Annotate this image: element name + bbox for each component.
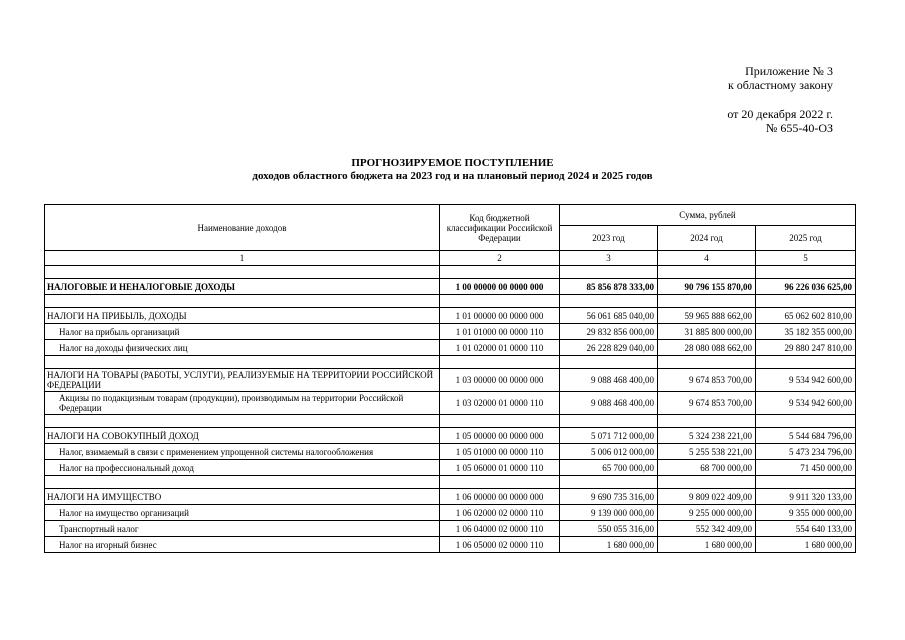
row-name: Акцизы по подакцизным товарам (продукции), производимым на территории Российской Федерации	[45, 392, 440, 415]
table-row	[45, 369, 856, 392]
appendix-gap	[727, 92, 833, 107]
row-2025: 9 534 942 600,00	[756, 369, 856, 392]
row-2023: 56 061 685 040,00	[560, 308, 658, 324]
row-2023: 9 690 735 316,00	[560, 489, 658, 505]
row-name: Транспортный налог	[45, 521, 440, 537]
row-2025: 96 226 036 625,00	[756, 279, 856, 295]
row-2023: 5 006 012 000,00	[560, 444, 658, 460]
row-name: НАЛОГИ НА ИМУЩЕСТВО	[45, 489, 440, 505]
row-code: 1 03 02000 01 0000 110	[440, 392, 560, 415]
row-2024: 5 255 538 221,00	[658, 444, 756, 460]
row-2023: 5 071 712 000,00	[560, 428, 658, 444]
spacer-row	[45, 266, 856, 279]
appendix-law-number: № 655-40-ОЗ	[765, 121, 833, 135]
row-2024: 9 255 000 000,00	[658, 505, 756, 521]
row-code: 1 01 00000 00 0000 000	[440, 308, 560, 324]
spacer-row	[45, 476, 856, 489]
table-row	[45, 340, 856, 356]
header-2023: 2023 год	[560, 226, 658, 251]
header-code: Код бюджетной классификации Российской Федерации	[440, 205, 560, 251]
row-2023: 9 088 468 400,00	[560, 369, 658, 392]
row-2024: 5 324 238 221,00	[658, 428, 756, 444]
row-code: 1 05 06000 01 0000 110	[440, 460, 560, 476]
appendix-date: от 20 декабря 2022 г.	[727, 107, 833, 121]
row-code: 1 06 04000 02 0000 110	[440, 521, 560, 537]
row-code: 1 01 02000 01 0000 110	[440, 340, 560, 356]
row-2025: 5 473 234 796,00	[756, 444, 856, 460]
row-name: НАЛОГИ НА СОВОКУПНЫЙ ДОХОД	[45, 428, 440, 444]
header-2024: 2024 год	[658, 226, 756, 251]
row-2025: 9 911 320 133,00	[756, 489, 856, 505]
row-2025: 35 182 355 000,00	[756, 324, 856, 340]
row-2023: 85 856 878 333,00	[560, 279, 658, 295]
row-code: 1 01 01000 00 0000 110	[440, 324, 560, 340]
row-name: Налог на профессиональный доход	[45, 460, 440, 476]
row-2024: 9 674 853 700,00	[658, 369, 756, 392]
spacer-row	[45, 295, 856, 308]
row-2024: 90 796 155 870,00	[658, 279, 756, 295]
row-name: НАЛОГИ НА ПРИБЫЛЬ, ДОХОДЫ	[45, 308, 440, 324]
table-row	[45, 279, 856, 295]
row-name: Налог, взимаемый в связи с применением упрощенной системы налогообложения	[45, 444, 440, 460]
title-line-2: доходов областного бюджета на 2023 год и на плановый период 2024 и 2025 годов	[252, 170, 653, 182]
row-2024: 9 809 022 409,00	[658, 489, 756, 505]
row-2023: 29 832 856 000,00	[560, 324, 658, 340]
col-number-2: 2	[440, 251, 560, 266]
row-2023: 550 055 316,00	[560, 521, 658, 537]
table-row	[45, 489, 856, 505]
row-2023: 9 088 468 400,00	[560, 392, 658, 415]
row-2024: 552 342 409,00	[658, 521, 756, 537]
table-row	[45, 537, 856, 553]
column-number-row	[45, 251, 856, 266]
table-row	[45, 428, 856, 444]
row-2024: 31 885 800 000,00	[658, 324, 756, 340]
table-row	[45, 505, 856, 521]
row-name: Налог на доходы физических лиц	[45, 340, 440, 356]
header-name: Наименование доходов	[45, 205, 440, 251]
header-2025: 2025 год	[756, 226, 856, 251]
row-code: 1 00 00000 00 0000 000	[440, 279, 560, 295]
table-row	[45, 392, 856, 415]
row-code: 1 06 05000 02 0000 110	[440, 537, 560, 553]
col-number-5: 5	[756, 251, 856, 266]
spacer-row	[45, 356, 856, 369]
row-code: 1 06 02000 02 0000 110	[440, 505, 560, 521]
table-row	[45, 460, 856, 476]
row-2024: 59 965 888 662,00	[658, 308, 756, 324]
row-name: Налог на прибыль организаций	[45, 324, 440, 340]
appendix-number: Приложение № 3	[745, 64, 833, 78]
title-line-1: ПРОГНОЗИРУЕМОЕ ПОСТУПЛЕНИЕ	[351, 157, 554, 169]
table-row	[45, 444, 856, 460]
row-2025: 5 544 684 796,00	[756, 428, 856, 444]
row-2023: 1 680 000,00	[560, 537, 658, 553]
row-code: 1 06 00000 00 0000 000	[440, 489, 560, 505]
header-sum: Сумма, рублей	[560, 205, 856, 226]
header-row-1	[45, 205, 856, 226]
row-2023: 9 139 000 000,00	[560, 505, 658, 521]
row-code: 1 05 00000 00 0000 000	[440, 428, 560, 444]
row-2025: 29 880 247 810,00	[756, 340, 856, 356]
row-2024: 68 700 000,00	[658, 460, 756, 476]
row-2025: 71 450 000,00	[756, 460, 856, 476]
row-2023: 65 700 000,00	[560, 460, 658, 476]
row-name: НАЛОГОВЫЕ И НЕНАЛОГОВЫЕ ДОХОДЫ	[45, 279, 440, 295]
row-code: 1 05 01000 00 0000 110	[440, 444, 560, 460]
row-name: НАЛОГИ НА ТОВАРЫ (РАБОТЫ, УСЛУГИ), РЕАЛИЗУЕМЫЕ НА ТЕРРИТОРИИ РОССИЙСКОЙ ФЕДЕРАЦИИ	[45, 369, 440, 392]
row-2025: 9 534 942 600,00	[756, 392, 856, 415]
row-name: Налог на игорный бизнес	[45, 537, 440, 553]
row-2024: 1 680 000,00	[658, 537, 756, 553]
col-number-4: 4	[658, 251, 756, 266]
row-name: Налог на имущество организаций	[45, 505, 440, 521]
row-2025: 554 640 133,00	[756, 521, 856, 537]
row-code: 1 03 00000 00 0000 000	[440, 369, 560, 392]
appendix-note	[727, 64, 833, 135]
appendix-law-ref: к областному закону	[727, 78, 833, 92]
row-2025: 9 355 000 000,00	[756, 505, 856, 521]
col-number-1: 1	[45, 251, 440, 266]
revenue-table	[44, 204, 856, 553]
table-row	[45, 308, 856, 324]
row-2024: 9 674 853 700,00	[658, 392, 756, 415]
row-2025: 1 680 000,00	[756, 537, 856, 553]
col-number-3: 3	[560, 251, 658, 266]
row-2024: 28 080 088 662,00	[658, 340, 756, 356]
document-title	[0, 157, 905, 183]
row-2025: 65 062 602 810,00	[756, 308, 856, 324]
table-row	[45, 324, 856, 340]
row-2023: 26 228 829 040,00	[560, 340, 658, 356]
spacer-row	[45, 415, 856, 428]
table-row	[45, 521, 856, 537]
